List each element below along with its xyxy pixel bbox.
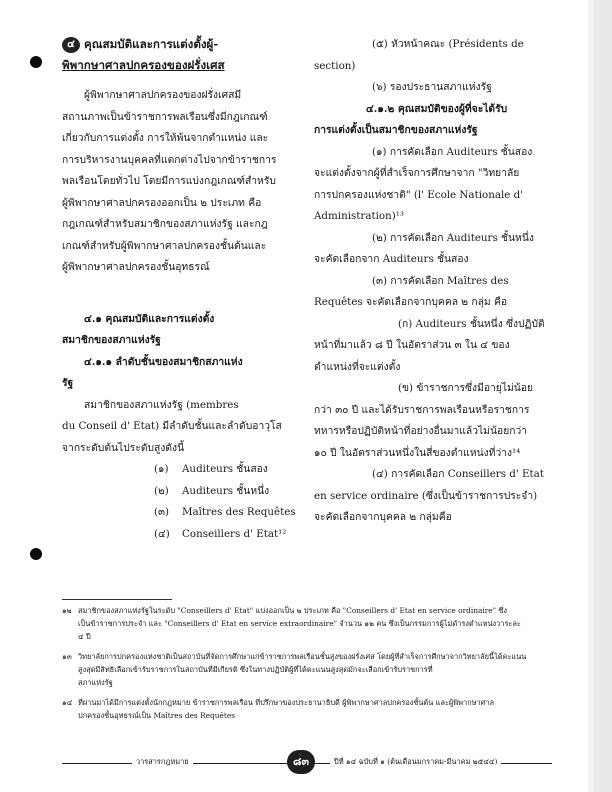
subsubsection-heading: ๔.๑.๑ ลำดับชั้นของสมาชิกสภาแห่ง <box>84 355 243 368</box>
intro-line: เกณฑ์สำหรับผู้พิพากษาศาลปกครองชั้นต้นและ <box>62 239 267 252</box>
para-line: Administration)¹³ <box>314 210 405 222</box>
spacer <box>62 279 302 300</box>
heading-number: ๔ <box>62 37 80 53</box>
section-heading: ๔ คุณสมบัติและการแต่งตั้งผู้- <box>62 34 302 55</box>
section-heading-line2: พิพากษาศาลปกครองของฝรั่งเศส <box>62 58 225 72</box>
para-line: (ก) Auditeurs ชั้นหนึ่ง ซึ่งปฏิบัติ <box>398 317 545 330</box>
intro-line: ผู้พิพากษาศาลปกครองออกเป็น ๒ ประเภท คือ <box>62 196 262 209</box>
item-line: section) <box>314 59 356 72</box>
rank-item: (๓) Maîtres des Requêtes <box>154 506 296 518</box>
intro-line: ผู้พิพากษาศาลปกครองชั้นอุทธรณ์ <box>62 261 210 273</box>
para-line: (๑) การคัดเลือก Auditeurs ชั้นสอง <box>372 145 533 158</box>
para-line: en service ordinaire (ซึ่งเป็นข้าราชการประจำ) <box>314 489 538 502</box>
para-line: ๑๐ ปี ในอัตราส่วนหนึ่งในสี่ของตำแหน่งที่ว่าง¹⁴ <box>314 446 521 459</box>
para-line: Requêtes จะคัดเลือกจากบุคคล ๒ กลุ่ม คือ <box>314 296 508 308</box>
intro-line: สถานภาพเป็นข้าราชการพลเรือนซึ่งมีกฎเกณฑ์ <box>62 110 268 123</box>
rank-item: (๔) Conseillers d' Etat¹² <box>154 527 287 540</box>
footnote-14: ๑๔ ที่ผ่านมาได้มีการแต่งตั้งนักกฎหมาย ข้าราชการพลเรือน ที่ปรึกษาของประธานาธิบดี ผู้พิพากษาศาลปกครองชั้นต้น และผู้พิพากษาศาล ปกครองชั้นอุทธรณ์เป็น Maîtres des Requêtes <box>62 698 495 720</box>
journal-name: วารสารกฎหมาย <box>132 756 193 768</box>
footnote-13: ๑๓ วิทยาลัยการปกครองแห่งชาติเป็นสถาบันที่จัดการศึกษาแก่ข้าราชการพลเรือนชั้นสูงของฝรั่งเศส โดยผู้ที่สำเร็จการศึกษาจากวิทยาลัยนี้ได้คะแนน สูงสุดมีสิทธิเลือกเข้ารับราชการในสถาบันที่มีเกียรติ ซึ่งในทางปฏิบัติผู้ที่ได้คะแนนสูงสุดมักจะเลือกเข้ารับราชการที่ สภาแห่งรัฐ <box>62 652 527 687</box>
members-line: du Conseil d' Etat) มีลำดับชั้นและลำดับอาวุโส <box>62 420 282 432</box>
para-line: ทหารหรือปฏิบัติหน้าที่อย่างอื่นมาแล้วไม่น้อยกว่า <box>314 425 528 437</box>
para-line: กว่า ๓๐ ปี และได้รับราชการพลเรือนหรือราชการ <box>314 403 530 416</box>
spacer <box>62 300 302 309</box>
para-line: (๒) การคัดเลือก Auditeurs ชั้นหนึ่ง <box>372 231 534 244</box>
para-line: จะคัดเลือกจากบุคคล ๒ กลุ่มคือ <box>314 511 452 523</box>
page-footer <box>62 754 552 772</box>
subsubsection-heading-line2: การแต่งตั้งเป็นสมาชิกของสภาแห่งรัฐ <box>314 124 478 136</box>
binder-hole-bottom <box>30 548 42 560</box>
footnote-rule <box>62 599 172 600</box>
para-line: ตำแหน่งที่จะแต่งตั้ง <box>314 360 401 373</box>
para-line: (ข) ข้าราชการซึ่งมีอายุไม่น้อย <box>398 382 534 394</box>
subsubsection-heading: ๔.๑.๒ คุณสมบัติของผู้ที่จะได้รับ <box>366 102 508 115</box>
item-line: (๖) รองประธานสภาแห่งรัฐ <box>372 81 492 93</box>
para-line: หน้าที่มาแล้ว ๘ ปี ในอัตราส่วน ๓ ใน ๔ ของ <box>314 339 510 351</box>
item-line: (๕) หัวหน้าคณะ (Présidents de <box>372 38 524 50</box>
subsection-heading: ๔.๑ คุณสมบัติและการแต่งตั้ง <box>84 312 215 325</box>
intro-line: เกี่ยวกับการแต่งตั้ง การให้พ้นจากตำแหน่ง และ <box>62 132 269 144</box>
para-line: จะคัดเลือกจาก Auditeurs ชั้นสอง <box>314 253 469 265</box>
subsection-heading-line2: สมาชิกของสภาแห่งรัฐ <box>62 334 161 346</box>
intro-line: การบริหารงานบุคคลที่แตกต่างไปจากข้าราชการ <box>62 153 277 166</box>
issue-info: ปีที่ ๑๔ ฉบับที่ ๑ (ต้นเดือนมกราคม-มีนาคม ๒๕๔๔) <box>330 756 501 768</box>
subsubsection-heading-line2: รัฐ <box>62 377 74 389</box>
intro-line: พลเรือนโดยทั่วไป โดยมีการแบ่งกฎเกณฑ์สำหรับ <box>62 175 276 187</box>
left-column <box>62 34 302 545</box>
intro-line: ผู้พิพากษาศาลปกครองของฝรั่งเศสมี <box>84 89 242 101</box>
page-edge <box>594 0 612 792</box>
para-line: จะแต่งตั้งจากผู้ที่สำเร็จการศึกษาจาก "วิทยาลัย <box>314 167 520 179</box>
rank-item: (๒) Auditeurs ชั้นหนึ่ง <box>154 484 270 497</box>
right-column <box>314 34 552 529</box>
members-line: สมาชิกของสภาแห่งรัฐ (membres <box>84 398 239 411</box>
intro-line: กฎเกณฑ์สำหรับสมาชิกของสภาแห่งรัฐ และกฎ <box>62 218 268 230</box>
rank-item: (๑) Auditeurs ชั้นสอง <box>154 463 268 475</box>
page-number: ๘๓ <box>287 750 315 774</box>
para-line: การปกครองแห่งชาติ" (l' Ecole Nationale d' <box>314 188 524 201</box>
footnote-12: ๑๒ สมาชิกของสภาแห่งรัฐในระดับ "Conseillers d' Etat" แบ่งออกเป็น ๒ ประเภท คือ "Conseillers d' Etat en service ordinaire" ซึ่ง เป็นข้าราชการประจำ และ "Conseillers d' Etat en service extraordinaire" จำนวน ๑๒ คน ซึ่งเป็นกรรมการผู้ไม่ดำรงตำแหน่งวาระละ ๔ ปี <box>62 606 521 641</box>
para-line: (๔) การคัดเลือก Conseillers d' Etat <box>372 468 544 480</box>
spacer <box>62 76 302 85</box>
binder-hole-top <box>30 56 42 68</box>
members-line: จากระดับต้นไประดับสูงดังนี้ <box>62 441 185 454</box>
para-line: (๓) การคัดเลือก Maîtres des <box>372 274 509 287</box>
